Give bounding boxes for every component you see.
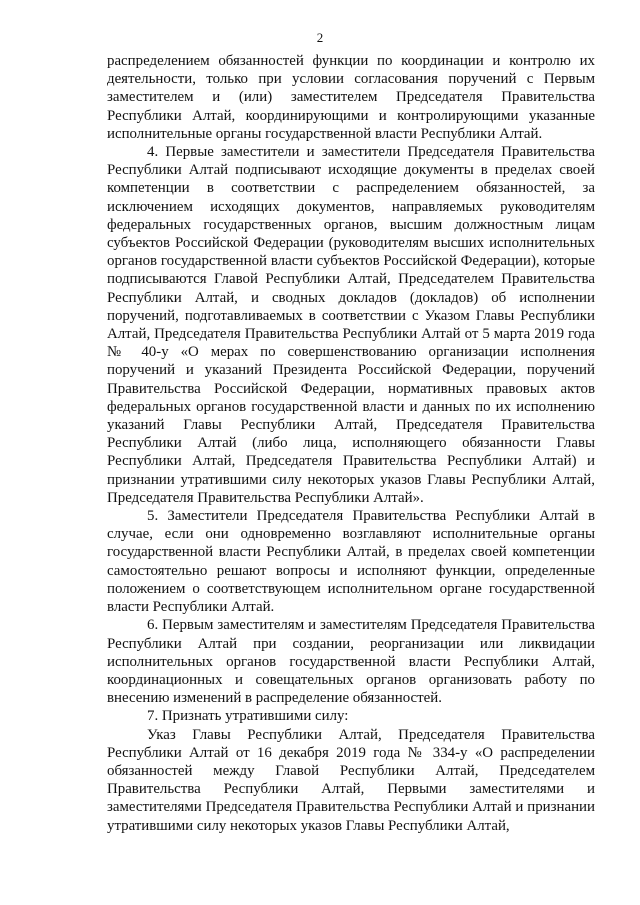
paragraph-item-4: 4. Первые заместители и заместители Председателя Правительства Республики Алтай подписывают исходящие документы в пределах своей компетенции в соответствии с распределением обязанностей, за исключением исходящих документов, направляемых руководителям федеральных государственных органов, высшим должностным лицам субъектов Российской Федерации (руководителям высших исполнительных органов государственной власти субъектов Российской Федерации), которые подписываются Главой Республики Алтай, Председателем Правительства Республики Алтай, и сводных докладов (докладов) об исполнении поручений, подготавливаемых в соответствии с Указом Главы Республики Алтай, Председателя Правительства Республики Алтай от 5 марта 2019 года № 40-у «О мерах по совершенствованию организации исполнения поручений и указаний Президента Российской Федерации, поручений Правительства Российской Федерации, нормативных правовых актов федеральных органов государственной власти и данных по их исполнению указаний Главы Республики Алтай, Председателя Правительства Республики Алтай (либо лица, исполняющего обязанности Главы Республики Алтай, Председателя Правительства Республики Алтай) и признании утратившими силу некоторых указов Главы Республики Алтай, Председателя Правительства Республики Алтай». <box>107 144 595 506</box>
paragraph-item-5: 5. Заместители Председателя Правительства Республики Алтай в случае, если они одновременно возглавляют исполнительные органы государственной власти Республики Алтай, в пределах своей компетенции самостоятельно решают вопросы и исполняют функции, определенные положением о соответствующем исполнительном органе государственной власти Республики Алтай. <box>107 508 595 616</box>
page-number: 2 <box>316 30 324 45</box>
paragraph-item-6: 6. Первым заместителям и заместителям Председателя Правительства Республики Алтай при создании, реорганизации или ликвидации исполнительных органов государственной власти Республики Алтай, координационных и совещательных органов организовать работу по внесению изменений в распределение обязанностей. <box>107 617 595 707</box>
document-body <box>107 52 595 835</box>
paragraph-continuation: распределением обязанностей функции по координации и контролю их деятельности, только при условии согласования поручений с Первым заместителем и (или) заместителем Председателя Правительства Республики Алтай, координирующими и контролирующими указанные исполнительные органы государственной власти Республики Алтай. <box>107 53 595 142</box>
paragraph-item-7: 7. Признать утратившими силу: <box>147 708 349 725</box>
paragraph-decree-reference: Указ Главы Республики Алтай, Председателя Правительства Республики Алтай от 16 декабря 2019 года № 334-у «О распределении обязанностей между Главой Республики Алтай, Председателем Правительства Республики Алтай, Первыми заместителями и заместителями Председателя Правительства Республики Алтай и признании утратившими силу некоторых указов Главы Республики Алтай, <box>107 726 595 834</box>
